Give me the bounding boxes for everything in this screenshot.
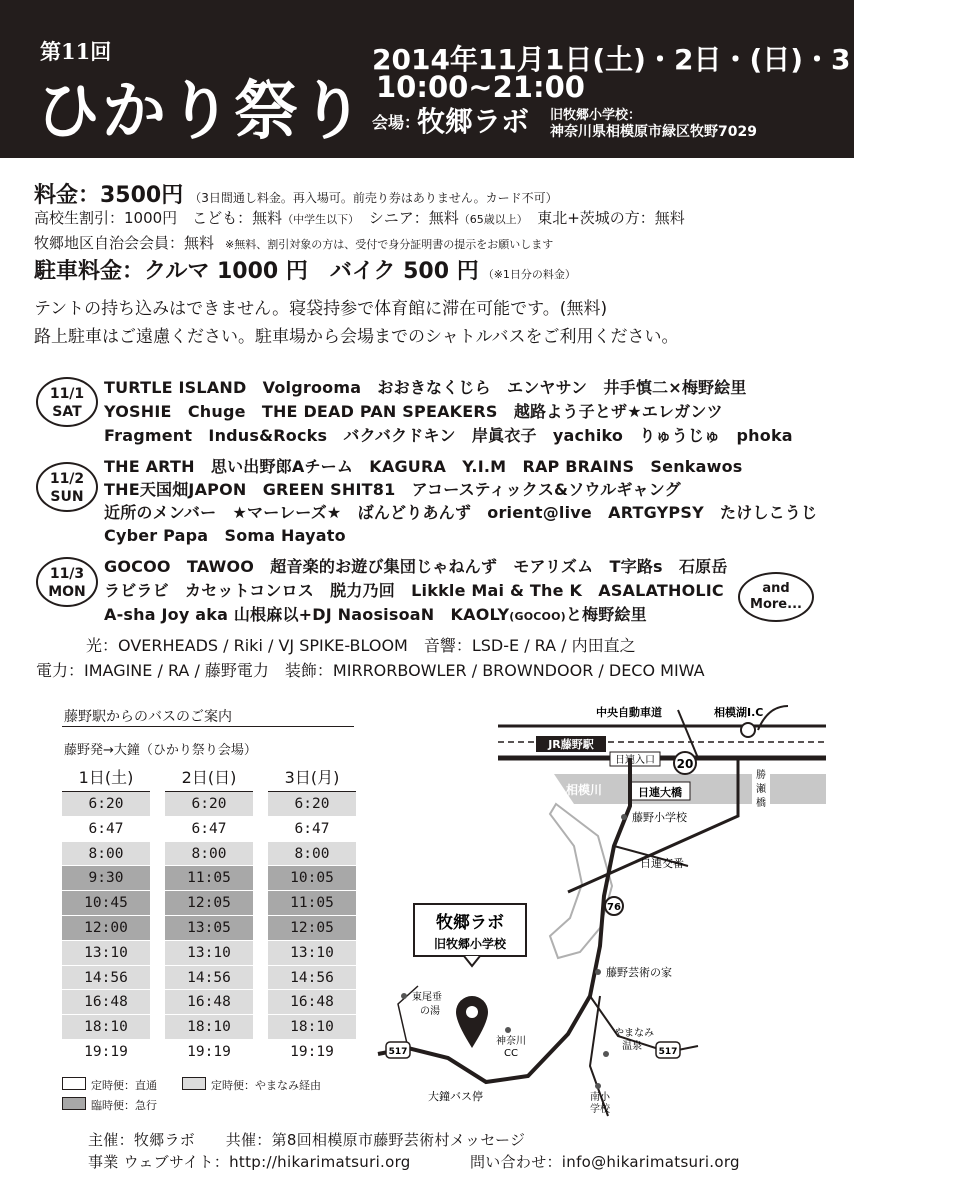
bus-time-cell: 6:20: [62, 792, 150, 817]
bus-time-cell: 10:05: [268, 866, 356, 891]
website: [88, 1151, 411, 1172]
bus-column-day3: [268, 766, 356, 1065]
junction-label: 日連交番: [640, 857, 684, 870]
admission-fee-note: （3日間通し料金。再入場可。前売り券はありません。カード不可）: [189, 191, 558, 205]
golf-label: 神奈川: [496, 1036, 526, 1047]
onsen-label: 東尾垂: [412, 992, 442, 1003]
bus-time-cell: 9:30: [62, 866, 150, 891]
bus-time-cell: 10:45: [62, 891, 150, 916]
shose-label: 勝: [756, 770, 766, 781]
admission-fee: [34, 178, 558, 209]
divider: [62, 726, 354, 727]
day-weekday: SUN: [50, 489, 84, 505]
bridge-label: 日連大橋: [638, 786, 682, 799]
shose-label: 橋: [756, 798, 766, 809]
venue-former-name: 旧牧郷小学校：: [550, 108, 642, 123]
bus-time-cell: 19:19: [268, 1040, 356, 1065]
header-banner: [0, 0, 960, 158]
access-map: [368, 696, 826, 1126]
yamanami-label: やまなみ: [614, 1028, 654, 1039]
contact-email[interactable]: 問い合わせ：info@hikarimatsuri.org: [470, 1153, 740, 1171]
venue-pin-icon: [456, 996, 488, 1048]
bus-time-cell: 19:19: [165, 1040, 253, 1065]
day-date: 11/2: [49, 471, 85, 487]
contact: [470, 1151, 740, 1172]
route20-label: 20: [676, 757, 694, 771]
day-badge-nov3: [36, 557, 98, 607]
yamanami-label: 温泉: [622, 1041, 642, 1052]
bus-time-cell: 13:10: [62, 941, 150, 966]
bus-time-cell: 6:20: [165, 792, 253, 817]
lineup-line: ラビラビ カセットコンロス 脱力乃回 Likkle Mai & The K ASALATHOLIC: [104, 581, 724, 600]
legend-swatch-yamanami: [182, 1077, 206, 1090]
parking-fee: [34, 254, 576, 285]
day-badge-nov1: [36, 377, 98, 427]
venue-address: 神奈川県相模原市緑区牧野7029: [550, 124, 757, 140]
event-hours: 10:00~21:00: [376, 70, 585, 104]
day-weekday: MON: [48, 584, 86, 600]
school-label: 藤野小学校: [632, 811, 687, 824]
parking-fee-amount: 駐車料金：クルマ 1000 円 バイク 500 円: [34, 259, 479, 284]
bus-time-cell: 8:00: [165, 842, 253, 867]
bus-time-cell: 6:47: [62, 817, 150, 842]
bus-column-header: 1日(土): [62, 766, 150, 792]
lineup-text: A-sha Joy aka 山根麻以+DJ NaosisoaN KAOLY: [104, 605, 510, 624]
bus-time-cell: 14:56: [165, 966, 253, 991]
discount-tohoku: 東北+茨城の方：無料: [522, 209, 685, 227]
and-more-badge: [738, 572, 814, 622]
bus-stop-label: 大鐘バス停: [428, 1090, 483, 1103]
bus-time-cell: 6:47: [268, 817, 356, 842]
legend-rinji: 臨時便：急行: [91, 1099, 157, 1112]
route517-label: 517: [388, 1047, 408, 1057]
ic-marker: [741, 723, 755, 737]
station-label: JR藤野駅: [548, 738, 594, 751]
bus-column-header: 3日(月): [268, 766, 356, 792]
bus-time-cell: 19:19: [62, 1040, 150, 1065]
bus-time-cell: 13:10: [268, 941, 356, 966]
bus-time-cell: 13:10: [165, 941, 253, 966]
bus-time-cell: 6:47: [165, 817, 253, 842]
golf-label: CC: [504, 1048, 518, 1059]
minami-school-label: 学校: [590, 1104, 610, 1115]
festival-title: ひかり祭り: [36, 74, 366, 149]
lineup-line: [104, 602, 647, 625]
legend-swatch-rinji: [62, 1097, 86, 1110]
venue-map-sub: 旧牧郷小学校: [433, 937, 507, 951]
bus-column-cells: [165, 792, 253, 1065]
bus-column-header: 2日(日): [165, 766, 253, 792]
route517-label: 517: [658, 1047, 678, 1057]
lineup-line: TURTLE ISLAND Volgrooma おおきなくじら エンヤサン 井手慎二×梅野絵里: [104, 378, 747, 397]
bus-time-cell: 8:00: [62, 842, 150, 867]
bus-time-cell: 16:48: [165, 990, 253, 1015]
bus-time-cell: 12:00: [62, 916, 150, 941]
website-url[interactable]: 事業 ウェブサイト：http://hikarimatsuri.org: [88, 1153, 411, 1171]
notice-parking: 路上駐車はご遠慮ください。駐車場から会場までのシャトルバスをご利用ください。: [34, 327, 679, 347]
entrance-label: 日連入口: [615, 755, 655, 766]
legend-yamanami: 定時便：やまなみ経由: [211, 1079, 321, 1092]
bus-time-cell: 12:05: [165, 891, 253, 916]
day-weekday: SAT: [52, 404, 82, 420]
river-label: 相模川: [566, 783, 603, 797]
lineup-line: THE天国畑JAPON GREEN SHIT81 アコースティックス&ソウルギャング: [104, 480, 681, 499]
lineup-line: Cyber Papa Soma Hayato: [104, 526, 346, 545]
lineup-line: Fragment Indus&Rocks バクバクドキン 岸眞衣子 yachiko りゅうじゅ phoka: [104, 426, 793, 445]
onsen-label: の湯: [420, 1006, 440, 1017]
minami-school-label: 南小: [590, 1092, 610, 1103]
lineup-line: 近所のメンバー ★マーレーズ★ ばんどりあんず orient@live ARTGYPSY たけしこうじ: [104, 503, 818, 522]
lineup-line: GOCOO TAWOO 超音楽的お遊び集団じゃねんず モアリズム T字路s 石原岳: [104, 557, 728, 576]
bus-column-day1: [62, 766, 150, 1065]
day-badge-nov2: [36, 462, 98, 512]
discount-student-child: 高校生割引：1000円 こども：無料: [34, 209, 283, 227]
lineup-small: (GOCOO): [509, 610, 566, 623]
bus-time-cell: 11:05: [268, 891, 356, 916]
admission-fee-amount: 料金：3500円: [34, 183, 184, 208]
venue-label: 会場：: [372, 113, 421, 132]
parking-fee-note: （※1日分の料金）: [482, 268, 576, 281]
venue-name: 牧郷ラボ: [417, 105, 530, 138]
bus-time-cell: 6:20: [268, 792, 356, 817]
lineup-line: YOSHIE Chuge THE DEAD PAN SPEAKERS 越路よう子とザ★エレガンツ: [104, 402, 723, 421]
more-line: More...: [750, 597, 802, 612]
bus-time-cell: 8:00: [268, 842, 356, 867]
discount-senior-note: （65歳以上）: [458, 213, 523, 226]
bus-time-cell: 14:56: [268, 966, 356, 991]
resident-row: [34, 232, 553, 253]
event-dates: 2014年11月1日(土)・2日・(日)・3日・(月): [372, 43, 960, 76]
discount-row: [34, 207, 685, 228]
staff-credits-light-sound: 光：OVERHEADS / Riki / VJ SPIKE-BLOOM 音響：LSD-E / RA / 内田直之: [86, 636, 636, 655]
organizer: 主催：牧郷ラボ 共催：第8回相模原市藤野芸術村メッセージ: [88, 1131, 526, 1149]
bus-time-cell: 16:48: [268, 990, 356, 1015]
bus-time-cell: 12:05: [268, 916, 356, 941]
venue-map-name: 牧郷ラボ: [436, 913, 504, 933]
shose-label: 瀬: [756, 784, 766, 795]
bus-time-cell: 13:05: [165, 916, 253, 941]
more-line: and: [762, 581, 790, 596]
arts-house-label: 藤野芸術の家: [606, 966, 672, 979]
bus-time-cell: 14:56: [62, 966, 150, 991]
discount-child-note: （中学生以下）: [282, 213, 354, 226]
bus-column-day2: [165, 766, 253, 1065]
day-date: 11/1: [49, 386, 85, 402]
notice-tent: テントの持ち込みはできません。寝袋持参で体育館に滞在可能です。(無料): [34, 299, 608, 319]
day-date: 11/3: [49, 566, 85, 582]
staff-credits-power-deco: 電力：IMAGINE / RA / 藤野電力 装飾：MIRRORBOWLER / BROWNDOOR / DECO MIWA: [36, 661, 705, 680]
bus-route: 藤野発→大鐘（ひかり祭り会場）: [64, 743, 257, 758]
bus-time-cell: 11:05: [165, 866, 253, 891]
bus-column-cells: [268, 792, 356, 1065]
bus-time-cell: 18:10: [165, 1015, 253, 1040]
lineup-line: THE ARTH 思い出野郎Aチーム KAGURA Y.I.M RAP BRAINS Senkawos: [104, 457, 743, 476]
legend-swatch-normal: [62, 1077, 86, 1090]
bus-column-cells: [62, 792, 150, 1065]
expressway-label: 中央自動車道: [596, 706, 662, 719]
bus-time-cell: 18:10: [62, 1015, 150, 1040]
bus-guide-title: 藤野駅からのバスのご案内: [64, 709, 232, 725]
id-note: ※無料、割引対象の方は、受付で身分証明書の提示をお願いします: [214, 238, 554, 251]
bus-time-cell: 16:48: [62, 990, 150, 1015]
discount-senior: シニア：無料: [353, 209, 459, 227]
bus-time-cell: 18:10: [268, 1015, 356, 1040]
edition-label: 第11回: [40, 39, 112, 64]
legend-normal: 定時便：直通: [91, 1079, 157, 1092]
lineup-tail: と梅野絵里: [565, 605, 647, 624]
route76-label: 76: [607, 902, 621, 913]
ic-label: 相模湖I.C: [714, 706, 764, 719]
resident-free: 牧郷地区自治会会員：無料: [34, 234, 215, 252]
